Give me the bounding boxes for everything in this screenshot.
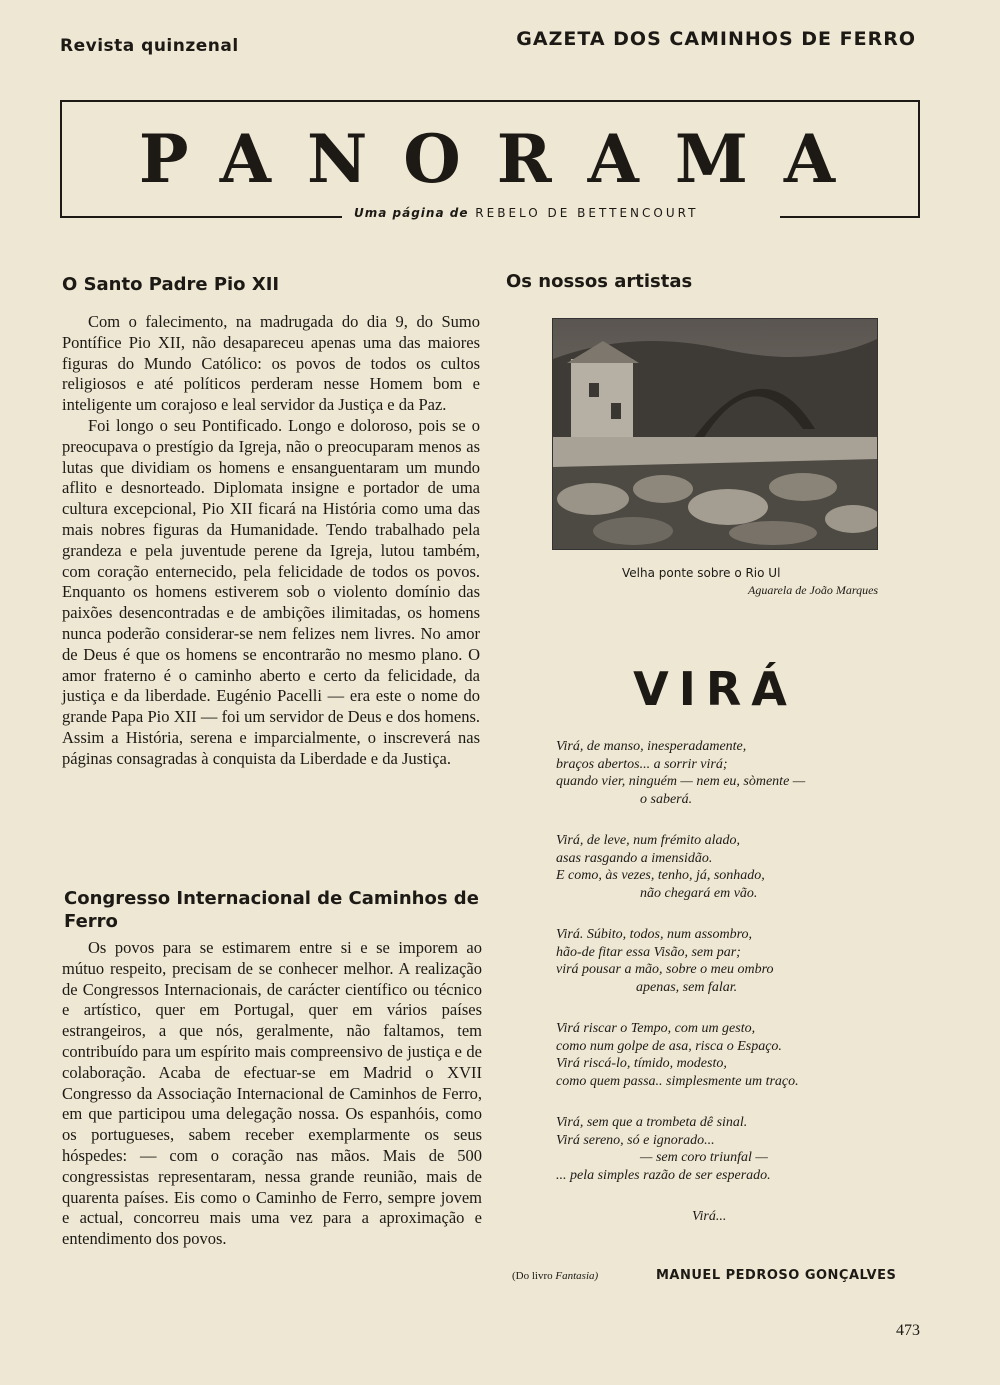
- poem-line: ... pela simples razão de ser esperado.: [556, 1167, 771, 1183]
- poem-line: hão-de fitar essa Visão, sem par;: [556, 944, 741, 960]
- panorama-banner: [60, 100, 920, 218]
- poem-line: Virá. Súbito, todos, num assombro,: [556, 927, 753, 942]
- photo-credit: Aguarela de João Marques: [748, 583, 879, 597]
- poem-line: não chegará em vão.: [640, 885, 758, 901]
- poem-line: braços abertos... a sorrir virá;: [556, 756, 728, 772]
- article2-paragraph: Os povos para se estimarem entre si e se imporem ao mútuo respeito, precisam de se conhecer melhor. A realização de Congressos Internacionais, de carácter científico ou técnico e artístico, quer em Portugal, quer em vários países estrangeiros, a que nós, geralmente, não faltamos, tem contribuído para um espírito mais compreensivo de justiça e de colaboração. Acaba de efectuar-se em Madrid o XVII Congresso da Associação Internacional de Caminhos de Ferro, em que participou uma delegação nossa. Os espanhóis, como os portugueses, sabem receber exemplarmente os seus hóspedes: — com o coração nas mãos. Mais de 500 congressistas representaram, nessa grande reunião, mais de quarenta países. Eis como o Caminho de Ferro, sempre jovem e actual, concorreu mais uma vez para a aproximação e entendimento dos povos.: [62, 938, 482, 1249]
- page-number: 473: [896, 1322, 920, 1339]
- poem-line: E como, às vezes, tenho, já, sonhado,: [556, 868, 765, 883]
- poem-line: Virá, de leve, num frémito alado,: [556, 833, 741, 848]
- artists-heading: Os nossos artistas: [506, 271, 693, 292]
- article1-heading: O Santo Padre Pio XII: [62, 274, 280, 295]
- poem-source: [512, 1270, 598, 1282]
- poem-line: — sem coro triunfal —: [640, 1150, 768, 1165]
- poem-source-prefix: (Do livro: [512, 1270, 553, 1282]
- poem-line: como quem passa.. simplesmente um traço.: [556, 1073, 799, 1089]
- article2-heading: Congresso Internacional de Caminhos de Ferro: [64, 888, 479, 932]
- poem-closing: Virá...: [692, 1209, 727, 1224]
- banner-byline: [354, 206, 698, 220]
- poem-line: Virá sereno, só e ignorado...: [556, 1132, 715, 1148]
- poem-line: Virá, de manso, inesperadamente,: [556, 739, 747, 754]
- poem-stanza: [556, 926, 896, 996]
- poem-title: VIRÁ: [633, 662, 797, 716]
- poem-line: apenas, sem falar.: [636, 979, 738, 995]
- banner-title: PANORAMA: [138, 120, 872, 198]
- poem-source-title: Fantasia): [555, 1270, 599, 1282]
- running-head-left: Revista quinzenal: [60, 36, 239, 56]
- banner-rule-left: [62, 216, 342, 218]
- poem-stanza: [556, 1114, 896, 1184]
- poem-line: Virá riscar o Tempo, com um gesto,: [556, 1021, 756, 1036]
- running-head-right: GAZETA DOS CAMINHOS DE FERRO: [516, 28, 916, 50]
- poem-stanza: [556, 1020, 896, 1090]
- poem-line: asas rasgando a imensidão.: [556, 850, 713, 866]
- banner-rule-right: [780, 216, 918, 218]
- poem-body: [556, 738, 896, 1226]
- poem-line: quando vier, ninguém — nem eu, sòmente —: [556, 774, 806, 789]
- poem-stanza: [556, 738, 896, 808]
- byline-author: REBELO DE BETTENCOURT: [475, 206, 699, 220]
- poem-line: Virá, sem que a trombeta dê sinal.: [556, 1115, 748, 1130]
- poem-stanza: [556, 832, 896, 902]
- article1-paragraph: Foi longo o seu Pontificado. Longo e doloroso, pois se o preocupava o prestígio da Igreja, não o preocuparam menos as lutas que dividiam os homens e ensanguentaram um mundo aflito e desnorteado. Diplomata insigne e portador de uma cultura excepcional, Pio XII ficará na História como uma das mais nobres figuras da Humanidade. Tendo trabalhado pela grandeza e pela juventude perene da Igreja, lutou também, com coração enternecido, pela felicidade de todos os povos. Enquanto os homens estiverem sob o violento domínio das paixões desencontradas e de ambições ilimitadas, os homens nunca poderão considerar-se nem felizes nem livres. No amor de Deus é que os homens se encontrarão no mesmo plano. O amor fraterno é o caminho aberto e certo da felicidade, da justiça e da liberdade. Eugénio Pacelli — era este o nome do grande Papa Pio XII — foi um servidor de Deus e dos homens. Assim a História, serena e imparcialmente, o inscreverá nas páginas consagradas à conquista da Liberdade e da Justiça.: [62, 415, 480, 768]
- poem-line: como num golpe de asa, risca o Espaço.: [556, 1038, 782, 1054]
- poem-line: Virá riscá-lo, tímido, modesto,: [556, 1056, 727, 1071]
- bridge-painting-image: [553, 319, 877, 549]
- photo-caption: Velha ponte sobre o Rio Ul: [622, 566, 781, 580]
- poem-author: MANUEL PEDROSO GONÇALVES: [656, 1268, 897, 1283]
- byline-prefix: Uma página de: [354, 206, 469, 220]
- poem-line: o saberá.: [640, 791, 693, 807]
- article2-body: [62, 938, 482, 1250]
- article1-body: [62, 312, 480, 770]
- watercolor-photo: [552, 318, 878, 550]
- article1-paragraph: Com o falecimento, na madrugada do dia 9, do Sumo Pontífice Pio XII, não desapareceu apenas uma das maiores figuras do Mundo Católico: os povos de todos os cultos religiosos e até políticos perderam nesse Homem bom e inteligente um corajoso e leal servidor da Justiça e da Paz.: [62, 312, 480, 415]
- poem-line: virá pousar a mão, sobre o meu ombro: [556, 962, 774, 977]
